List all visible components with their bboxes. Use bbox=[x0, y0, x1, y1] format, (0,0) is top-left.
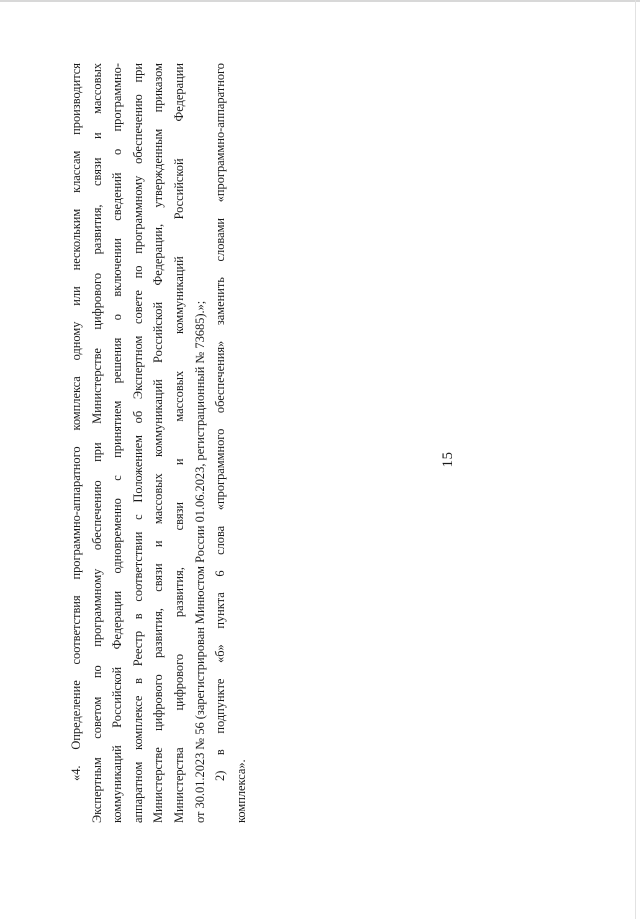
text-line: Экспертным советом по программному обеспечению при Министерстве цифрового развития, связи и массовых bbox=[89, 63, 104, 823]
page-number: 15 bbox=[440, 451, 456, 468]
text-line: комплекса». bbox=[233, 759, 248, 823]
text-line: Министерства цифрового развития, связи и массовых коммуникаций Российской Федерации bbox=[171, 63, 186, 823]
text-line: 2) в подпункте «б» пункта 6 слова «программного обеспечения» заменить словами «программно-аппаратного bbox=[213, 63, 228, 781]
text-line: Министерстве цифрового развития, связи и массовых коммуникаций Российской Федерации, утвержденным приказом bbox=[151, 63, 166, 823]
text-line: коммуникаций Российской Федерации одновременно с принятием решения о включении сведений о программно- bbox=[110, 63, 125, 823]
text-line: «4. Определение соответствия программно-аппаратного комплекса одному или нескольким классам производится bbox=[69, 63, 83, 781]
text-line: от 30.01.2023 № 56 (зарегистрирован Минюстом России 01.06.2023, регистрационный № 73685).»; bbox=[192, 300, 207, 823]
text-line: аппаратном комплексе в Реестр в соответствии с Положением об Экспертном совете по программному обеспечению при bbox=[130, 63, 145, 823]
document-body bbox=[66, 63, 251, 823]
